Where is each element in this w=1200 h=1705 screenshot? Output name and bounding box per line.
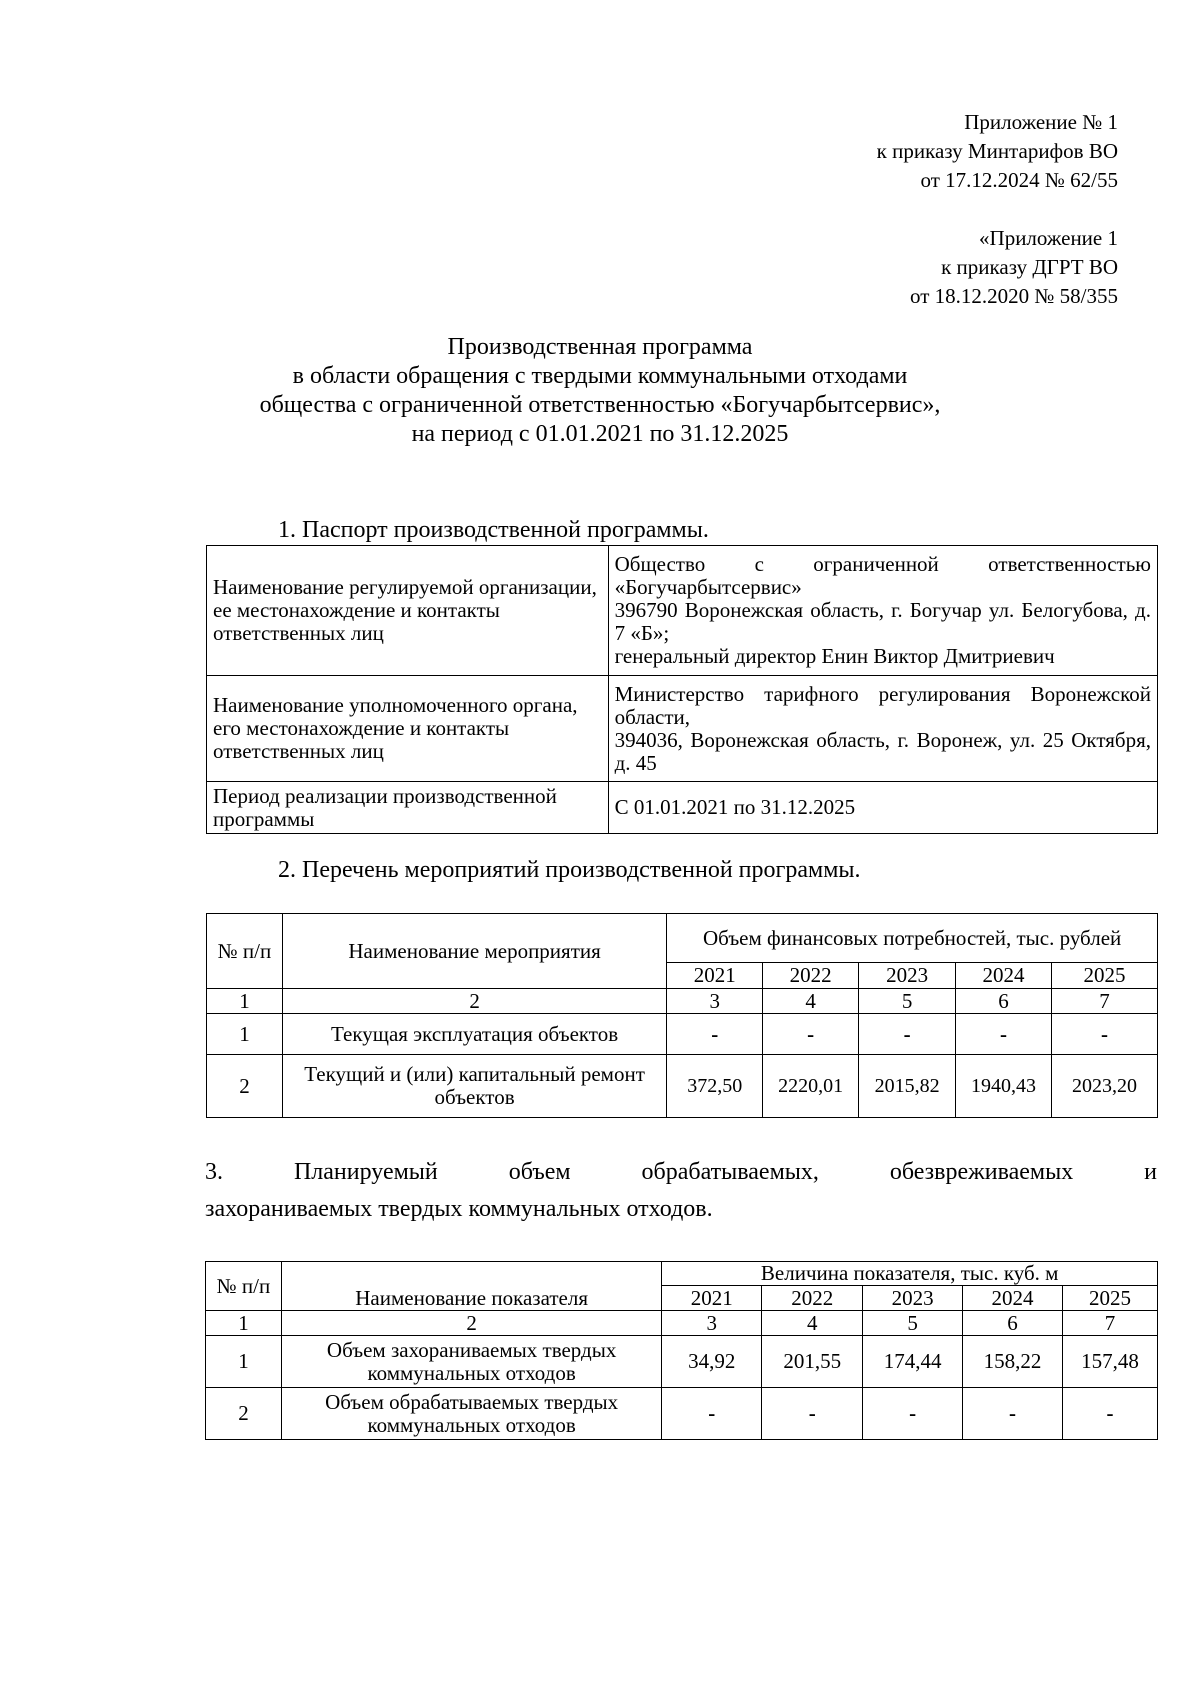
value-cell: 2220,01 xyxy=(763,1055,859,1118)
row-num: 2 xyxy=(206,1388,282,1440)
index-cell: 6 xyxy=(956,989,1052,1014)
appendix-header xyxy=(877,108,1118,195)
table-row xyxy=(207,782,1158,834)
row-label: Наименование уполномоченного органа, его местонахождение и контакты ответственных лиц xyxy=(207,676,609,782)
appendix-line: к приказу ДГРТ ВО xyxy=(941,255,1118,279)
row-value xyxy=(608,676,1157,782)
table-row xyxy=(207,676,1158,782)
col-name-header: Наименование показателя xyxy=(281,1262,661,1311)
value-cell: 158,22 xyxy=(963,1336,1063,1388)
index-cell: 4 xyxy=(762,1311,863,1336)
year-header: 2024 xyxy=(956,963,1052,989)
col-group-header: Величина показателя, тыс. куб. м xyxy=(662,1262,1158,1286)
table-row xyxy=(206,1336,1158,1388)
value-line: Общество с ограниченной ответственностью «Богучарбытсервис» xyxy=(614,552,1151,599)
col-num-header: № п/п xyxy=(206,1262,282,1311)
value-line: генеральный директор Енин Виктор Дмитриевич xyxy=(614,644,1055,668)
row-label: Наименование регулируемой организации, ее местонахождение и контакты ответственных лиц xyxy=(207,546,609,676)
value-cell: 34,92 xyxy=(662,1336,762,1388)
value-cell: - xyxy=(1052,1014,1158,1055)
index-cell: 4 xyxy=(763,989,859,1014)
year-header: 2021 xyxy=(662,1286,762,1311)
value-cell: - xyxy=(762,1388,863,1440)
value-cell: - xyxy=(1063,1388,1158,1440)
value-cell: 2015,82 xyxy=(859,1055,956,1118)
original-appendix-header xyxy=(910,224,1118,311)
index-cell: 6 xyxy=(963,1311,1063,1336)
row-name: Объем захораниваемых твердых коммунальных отходов xyxy=(281,1336,661,1388)
year-header: 2022 xyxy=(763,963,859,989)
appendix-line: «Приложение 1 xyxy=(979,226,1118,250)
value-cell: 157,48 xyxy=(1063,1336,1158,1388)
appendix-line: от 18.12.2020 № 58/355 xyxy=(909,284,1118,308)
title-line: Производственная программа xyxy=(447,334,753,360)
value-cell: - xyxy=(763,1014,859,1055)
value-cell: - xyxy=(662,1388,762,1440)
section-3-heading: 3. Планируемый объем обрабатываемых, обезвреживаемых и xyxy=(205,1159,1157,1185)
year-header: 2023 xyxy=(859,963,956,989)
col-num-header: № п/п xyxy=(207,914,283,989)
value-line: Министерство тарифного регулирования Воронежской области, xyxy=(614,681,1151,729)
index-cell: 5 xyxy=(859,989,956,1014)
index-cell: 3 xyxy=(662,1311,762,1336)
year-header: 2023 xyxy=(863,1286,963,1311)
value-cell: 2023,20 xyxy=(1052,1055,1158,1118)
index-cell: 2 xyxy=(282,989,666,1014)
row-value xyxy=(608,782,1157,834)
row-name: Объем обрабатываемых твердых коммунальных отходов xyxy=(281,1388,661,1440)
row-value xyxy=(608,546,1157,676)
year-header: 2021 xyxy=(667,963,763,989)
value-cell: 1940,43 xyxy=(956,1055,1052,1118)
index-cell: 1 xyxy=(207,989,283,1014)
section-3-heading-cont: захораниваемых твердых коммунальных отходов. xyxy=(205,1196,713,1222)
title-line: общества с ограниченной ответственностью «Богучарбытсервис», xyxy=(259,392,941,418)
table-row xyxy=(207,546,1158,676)
year-header: 2025 xyxy=(1052,963,1158,989)
title-line: на период с 01.01.2021 по 31.12.2025 xyxy=(411,421,789,447)
year-header: 2024 xyxy=(963,1286,1063,1311)
passport-table xyxy=(206,545,1158,834)
row-name: Текущая эксплуатация объектов xyxy=(282,1014,666,1055)
appendix-line: от 17.12.2024 № 62/55 xyxy=(920,168,1118,192)
value-cell: - xyxy=(859,1014,956,1055)
index-cell: 7 xyxy=(1063,1311,1158,1336)
value-line: 396790 Воронежская область, г. Богучар ул. Белогубова, д. 7 «Б»; xyxy=(614,598,1151,645)
value-cell: - xyxy=(667,1014,763,1055)
table-header-row xyxy=(206,1262,1158,1286)
title-line: в области обращения с твердыми коммунальными отходами xyxy=(292,363,908,389)
value-cell: - xyxy=(963,1388,1063,1440)
column-index-row xyxy=(207,989,1158,1014)
table-row xyxy=(207,1055,1158,1118)
value-cell: 372,50 xyxy=(667,1055,763,1118)
value-cell: - xyxy=(956,1014,1052,1055)
section-2-heading: 2. Перечень мероприятий производственной программы. xyxy=(278,857,861,883)
column-index-row xyxy=(206,1311,1158,1336)
index-cell: 1 xyxy=(206,1311,282,1336)
appendix-line: к приказу Минтарифов ВО xyxy=(876,139,1118,163)
row-name: Текущий и (или) капитальный ремонт объектов xyxy=(282,1055,666,1118)
col-group-header: Объем финансовых потребностей, тыс. рублей xyxy=(667,914,1158,963)
value-cell: - xyxy=(863,1388,963,1440)
row-num: 2 xyxy=(207,1055,283,1118)
row-num: 1 xyxy=(207,1014,283,1055)
document-title xyxy=(0,333,1200,449)
index-cell: 5 xyxy=(863,1311,963,1336)
year-header: 2022 xyxy=(762,1286,863,1311)
appendix-line: Приложение № 1 xyxy=(964,110,1118,134)
measures-table xyxy=(206,913,1158,1118)
value-cell: 174,44 xyxy=(863,1336,963,1388)
row-num: 1 xyxy=(206,1336,282,1388)
value-line: 394036, Воронежская область, г. Воронеж, ул. 25 Октября, д. 45 xyxy=(614,727,1151,775)
section-1-heading: 1. Паспорт производственной программы. xyxy=(278,517,709,543)
year-header: 2025 xyxy=(1063,1286,1158,1311)
volumes-table xyxy=(205,1261,1158,1440)
index-cell: 7 xyxy=(1052,989,1158,1014)
index-cell: 3 xyxy=(667,989,763,1014)
table-row xyxy=(206,1388,1158,1440)
value-line: С 01.01.2021 по 31.12.2025 xyxy=(614,795,856,819)
value-cell: 201,55 xyxy=(762,1336,863,1388)
index-cell: 2 xyxy=(281,1311,661,1336)
row-label: Период реализации производственной программы xyxy=(207,782,609,834)
col-name-header: Наименование мероприятия xyxy=(282,914,666,989)
table-row xyxy=(207,1014,1158,1055)
table-header-row xyxy=(207,914,1158,963)
